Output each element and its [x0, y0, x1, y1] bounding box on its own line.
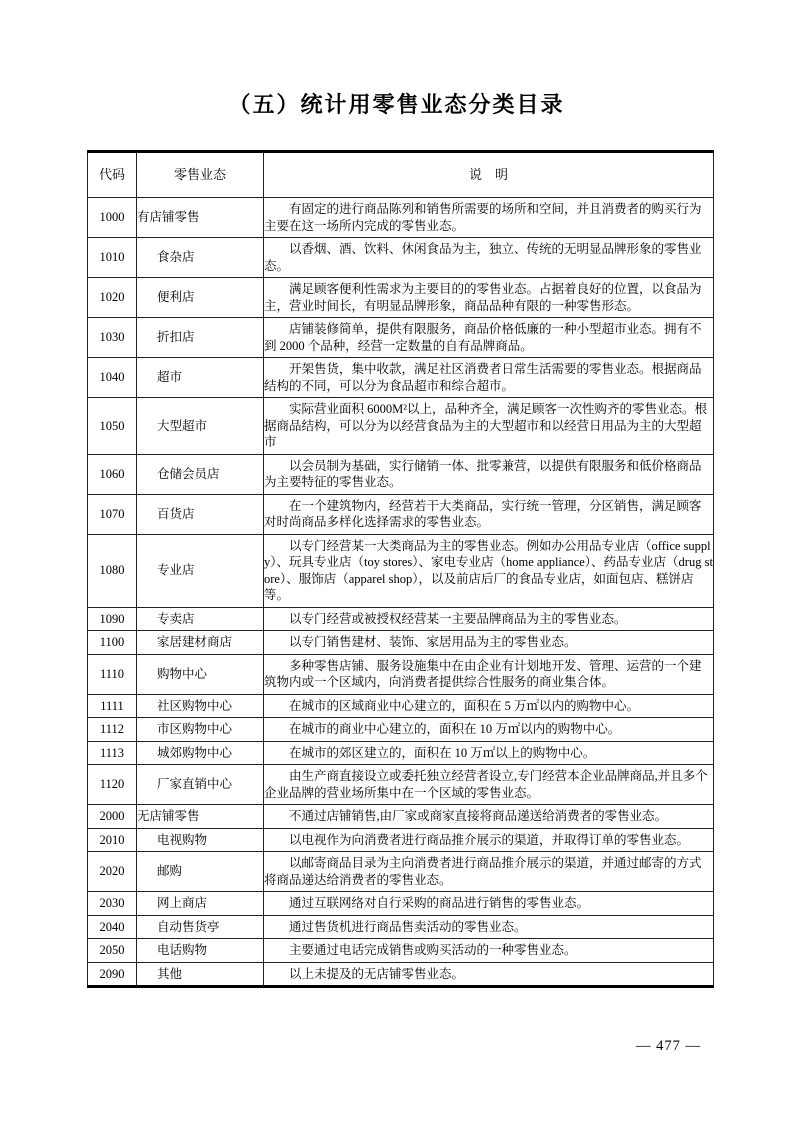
cell-retail-format: 其他	[137, 962, 264, 987]
description-text: 以专门经营或被授权经营某一主要品牌商品为主的零售业态。	[289, 611, 627, 626]
cell-description	[264, 398, 714, 455]
cell-description	[264, 852, 714, 892]
table-row	[88, 939, 714, 963]
description-text: 在一个建筑物内，经营若干大类商品，实行统一管理，分区销售，满足顾客对时尚商品多样化选择需求的零售业态。	[264, 498, 702, 529]
table-header-row	[88, 152, 714, 198]
cell-code: 1080	[88, 534, 137, 607]
cell-retail-format: 电视购物	[137, 828, 264, 852]
table-row	[88, 765, 714, 805]
cell-retail-format: 城郊购物中心	[137, 741, 264, 765]
cell-code: 2040	[88, 915, 137, 939]
description-text: 满足顾客便利性需求为主要目的的零售业态。占据着良好的位置，以食品为主，营业时间长，有明显品牌形象，商品品种有限的一种零售形态。	[264, 282, 702, 313]
description-text: 通过售货机进行商品售卖活动的零售业态。	[289, 919, 527, 934]
header-cell-description: 说 明	[264, 152, 714, 198]
header-cell-retail-format: 零售业态	[137, 152, 264, 198]
table-row	[88, 892, 714, 916]
table-row	[88, 654, 714, 694]
cell-code: 2000	[88, 805, 137, 829]
cell-code: 1050	[88, 398, 137, 455]
cell-retail-format: 食杂店	[137, 238, 264, 278]
description-text: 店铺装修简单，提供有限服务，商品价格低廉的一种小型超市业态。拥有不到 2000 个品种，经营一定数量的自有品牌商品。	[264, 322, 702, 353]
cell-retail-format: 电话购物	[137, 939, 264, 963]
page-number: — 477 —	[636, 1038, 701, 1054]
cell-code: 1110	[88, 654, 137, 694]
cell-retail-format: 厂家直销中心	[137, 765, 264, 805]
description-text: 由生产商直接设立或委托独立经营者设立,专门经营本企业品牌商品,并且多个企业品牌的营业场所集中在一个区域的零售业态。	[264, 769, 708, 800]
cell-retail-format: 无店铺零售	[137, 805, 264, 829]
table-row	[88, 962, 714, 987]
cell-code: 2010	[88, 828, 137, 852]
cell-description	[264, 654, 714, 694]
retail-classification-table	[87, 150, 714, 988]
cell-code: 1111	[88, 694, 137, 718]
description-text: 主要通过电话完成销售或购买活动的一种零售业态。	[289, 943, 577, 957]
cell-retail-format: 有店铺零售	[137, 198, 264, 238]
cell-code: 1000	[88, 198, 137, 238]
table-row	[88, 238, 714, 278]
description-text: 以会员制为基础，实行储销一体、批零兼营，以提供有限服务和低价格商品为主要特征的零售业态。	[264, 458, 702, 489]
table-row	[88, 718, 714, 742]
description-text: 通过互联网络对自行采购的商品进行销售的零售业态。	[289, 896, 590, 910]
description-text: 以专门销售建材、装饰、家居用品为主的零售业态。	[289, 635, 577, 649]
table-row	[88, 398, 714, 455]
cell-retail-format: 社区购物中心	[137, 694, 264, 718]
cell-retail-format: 市区购物中心	[137, 718, 264, 742]
table-row	[88, 358, 714, 398]
cell-retail-format: 邮购	[137, 852, 264, 892]
description-text: 开架售货，集中收款，满足社区消费者日常生活需要的零售业态。根据商品结构的不同，可以分为食品超市和综合超市。	[264, 362, 702, 393]
cell-code: 2050	[88, 939, 137, 963]
cell-code: 1112	[88, 718, 137, 742]
cell-description	[264, 741, 714, 765]
cell-retail-format: 便利店	[137, 278, 264, 318]
table-row	[88, 534, 714, 607]
cell-description	[264, 318, 714, 358]
cell-code: 2090	[88, 962, 137, 987]
description-text: 不通过店铺销售,由厂家或商家直接将商品递送给消费者的零售业态。	[289, 809, 668, 823]
cell-description	[264, 828, 714, 852]
cell-code: 2020	[88, 852, 137, 892]
cell-description	[264, 534, 714, 607]
cell-description	[264, 198, 714, 238]
table-row	[88, 631, 714, 655]
cell-code: 1100	[88, 631, 137, 655]
description-text: 实际营业面积 6000M²以上，品种齐全，满足顾客一次性购齐的零售业态。根据商品结构，可以分为以经营食品为主的大型超市和以经营日用品为主的大型超市	[264, 402, 707, 449]
cell-retail-format: 超市	[137, 358, 264, 398]
cell-description	[264, 765, 714, 805]
table-row	[88, 805, 714, 829]
description-text: 有固定的进行商品陈列和销售所需要的场所和空间，并且消费者的购买行为主要在这一场所内完成的零售业态。	[264, 202, 702, 233]
cell-code: 1020	[88, 278, 137, 318]
cell-description	[264, 494, 714, 534]
cell-code: 1090	[88, 607, 137, 631]
table-row	[88, 454, 714, 494]
table-row	[88, 607, 714, 631]
page-title: （五）统计用零售业态分类目录	[228, 92, 565, 117]
description-text: 以电视作为向消费者进行商品推介展示的渠道，并取得订单的零售业态。	[289, 832, 690, 847]
description-text: 以专门经营某一大类商品为主的零售业态。例如办公用品专业店（office supply）、玩具专业店（toy stores）、家电专业店（home appliance）、药品专业店（drug store）、服饰店（apparel shop），以及前店后厂的食品专业店，如面包店、糕饼店等。	[264, 538, 713, 602]
cell-retail-format: 家居建材商店	[137, 631, 264, 655]
cell-retail-format: 百货店	[137, 494, 264, 534]
description-text: 在城市的区域商业中心建立的，面积在 5 万㎡以内的购物中心。	[289, 698, 640, 713]
description-text: 多种零售店铺、服务设施集中在由企业有计划地开发、管理、运营的一个建筑物内或一个区域内，向消费者提供综合性服务的商业集合体。	[264, 658, 702, 689]
cell-code: 1030	[88, 318, 137, 358]
cell-description	[264, 694, 714, 718]
cell-description	[264, 278, 714, 318]
cell-description	[264, 718, 714, 742]
table-row	[88, 694, 714, 718]
cell-code: 1060	[88, 454, 137, 494]
description-text: 以上未提及的无店铺零售业态。	[289, 966, 465, 981]
cell-retail-format: 专业店	[137, 534, 264, 607]
cell-retail-format: 网上商店	[137, 892, 264, 916]
cell-code: 1010	[88, 238, 137, 278]
cell-code: 2030	[88, 892, 137, 916]
cell-code: 1113	[88, 741, 137, 765]
cell-retail-format: 仓储会员店	[137, 454, 264, 494]
cell-retail-format: 购物中心	[137, 654, 264, 694]
cell-retail-format: 专卖店	[137, 607, 264, 631]
cell-description	[264, 454, 714, 494]
table-row	[88, 741, 714, 765]
cell-description	[264, 238, 714, 278]
table-row	[88, 198, 714, 238]
description-text: 以邮寄商品目录为主向消费者进行商品推介展示的渠道，并通过邮寄的方式将商品递达给消费者的零售业态。	[264, 856, 702, 887]
cell-code: 1120	[88, 765, 137, 805]
table-row	[88, 828, 714, 852]
cell-code: 1040	[88, 358, 137, 398]
cell-description	[264, 892, 714, 916]
cell-description	[264, 631, 714, 655]
description-text: 在城市的商业中心建立的，面积在 10 万㎡以内的购物中心。	[289, 722, 621, 736]
cell-description	[264, 358, 714, 398]
cell-description	[264, 607, 714, 631]
description-text: 在城市的郊区建立的，面积在 10 万㎡以上的购物中心。	[289, 745, 596, 760]
cell-description	[264, 915, 714, 939]
cell-retail-format: 自动售货亭	[137, 915, 264, 939]
table-row	[88, 852, 714, 892]
table-row	[88, 278, 714, 318]
header-cell-code: 代码	[88, 152, 137, 198]
cell-retail-format: 大型超市	[137, 398, 264, 455]
cell-code: 1070	[88, 494, 137, 534]
cell-retail-format: 折扣店	[137, 318, 264, 358]
cell-description	[264, 805, 714, 829]
table-row	[88, 318, 714, 358]
description-text: 以香烟、酒、饮料、休闲食品为主，独立、传统的无明显品牌形象的零售业态。	[264, 242, 702, 273]
table-row	[88, 915, 714, 939]
cell-description	[264, 939, 714, 963]
table-row	[88, 494, 714, 534]
cell-description	[264, 962, 714, 987]
